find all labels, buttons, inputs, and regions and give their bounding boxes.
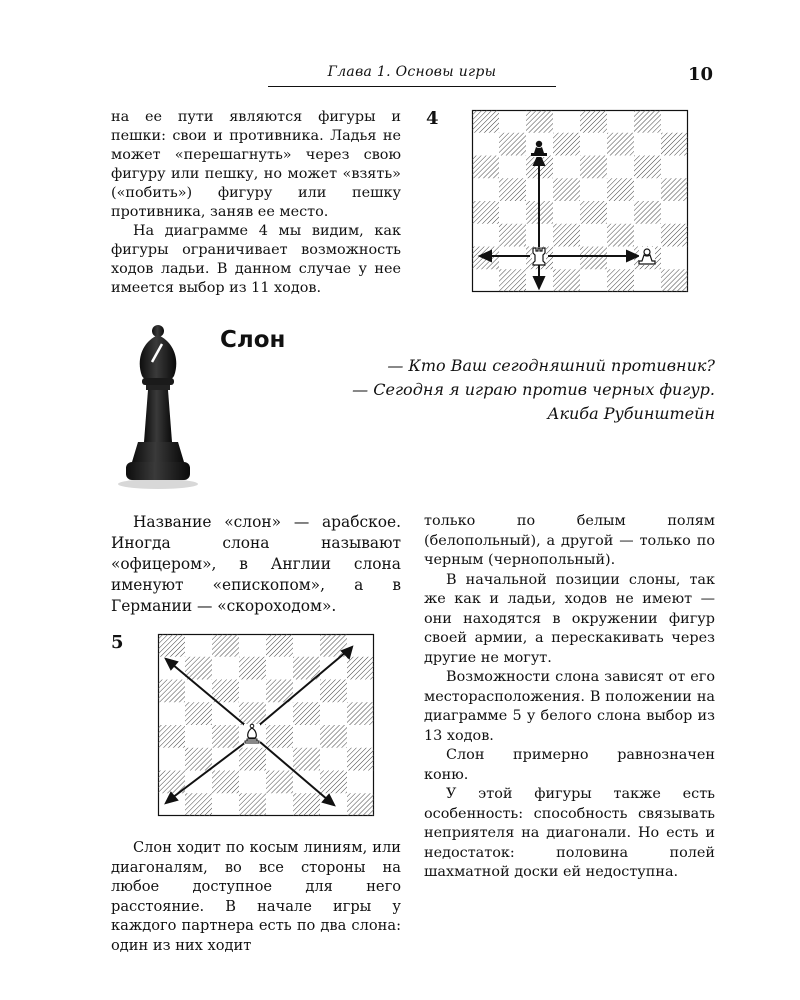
- bishop-photo: [112, 322, 202, 492]
- dark-square: [293, 793, 320, 816]
- right-paragraph-2: В начальной позиции слоны, так же как и ладьи, ходов не имеют — они находятся в окружении фигур своей армии, а перескакивать через другие не могут.: [424, 571, 715, 666]
- diagram-4-label: 4: [426, 108, 439, 129]
- dark-square: [553, 224, 580, 247]
- diagram-4-board: [472, 110, 688, 292]
- dark-square: [634, 201, 661, 224]
- dark-square: [158, 634, 185, 657]
- dark-square: [661, 224, 688, 247]
- left-column-top: [111, 512, 401, 617]
- white-rook-piece: [532, 247, 546, 265]
- dark-square: [553, 269, 580, 292]
- dark-square: [553, 133, 580, 156]
- black-pawn-piece: [531, 139, 547, 157]
- right-paragraph-4: Слон примерно равнозначен коню.: [424, 747, 715, 783]
- dark-square: [553, 178, 580, 201]
- dark-square: [499, 178, 526, 201]
- dark-square: [158, 771, 185, 794]
- dark-square: [239, 793, 266, 816]
- dark-square: [347, 702, 374, 725]
- header-rule: [268, 86, 556, 87]
- right-paragraph-5: У этой фигуры также есть особенность: способность связывать неприятеля на диагонали. Но есть и недостаток: половина полей шахматной доски ей недоступна.: [424, 786, 715, 880]
- dark-square: [472, 156, 499, 179]
- dark-square: [634, 156, 661, 179]
- left-paragraph-1: Название «слон» — арабское. Иногда слона называют «офицером», в Англии слона именуют «епископом», а в Германии — «скороходом».: [111, 513, 401, 615]
- dark-square: [634, 110, 661, 133]
- dark-square: [212, 725, 239, 748]
- top-paragraph-2: На диаграмме 4 мы видим, как фигуры ограничивает возможность ходов ладьи. В данном случае у нее имеется выбор из 11 ходов.: [111, 223, 401, 296]
- top-text-block: [111, 108, 401, 298]
- section-title: Слон: [220, 327, 286, 353]
- dark-square: [472, 110, 499, 133]
- right-column: [424, 512, 715, 883]
- dark-square: [185, 702, 212, 725]
- dark-square: [580, 110, 607, 133]
- dark-square: [185, 793, 212, 816]
- dark-square: [266, 771, 293, 794]
- dark-square: [266, 725, 293, 748]
- dark-square: [158, 725, 185, 748]
- dark-square: [661, 133, 688, 156]
- dark-square: [293, 748, 320, 771]
- dark-square: [661, 178, 688, 201]
- epigraph-author: Акиба Рубинштейн: [547, 404, 715, 423]
- dark-square: [607, 178, 634, 201]
- dark-square: [607, 224, 634, 247]
- epigraph-line-2: — Сегодня я играю против черных фигур.: [352, 380, 715, 399]
- dark-square: [499, 133, 526, 156]
- dark-square: [347, 748, 374, 771]
- right-paragraph-3: Возможности слона зависят от его месторасположения. В положении на диаграмме 5 у белого слона выбор из 13 ходов.: [424, 669, 715, 744]
- dark-square: [347, 793, 374, 816]
- dark-square: [499, 224, 526, 247]
- epigraph-line-1: — Кто Ваш сегодняшний противник?: [387, 356, 715, 375]
- dark-square: [158, 680, 185, 703]
- page-number: 10: [688, 64, 714, 85]
- dark-square: [499, 269, 526, 292]
- dark-square: [607, 269, 634, 292]
- diagram-5-board: [158, 634, 374, 816]
- dark-square: [239, 748, 266, 771]
- right-paragraph-1: только по белым полям (белопольный), а другой — только по черным (чернопольный).: [424, 513, 715, 568]
- dark-square: [661, 269, 688, 292]
- dark-square: [293, 702, 320, 725]
- dark-square: [320, 771, 347, 794]
- top-paragraph-1: на ее пути являются фигуры и пешки: свои и противника. Ладья не может «перешагнуть» через свою фигуру или пешку, но может «взять» («побить») фигуру или пешку противника, заняв ее место.: [111, 109, 401, 220]
- dark-square: [580, 156, 607, 179]
- white-bishop-piece: [244, 724, 260, 744]
- dark-square: [320, 680, 347, 703]
- left-column-bottom: [111, 838, 401, 955]
- dark-square: [320, 725, 347, 748]
- dark-square: [526, 110, 553, 133]
- dark-square: [580, 247, 607, 270]
- dark-square: [580, 201, 607, 224]
- dark-square: [607, 133, 634, 156]
- running-header-title: Глава 1. Основы игры: [327, 64, 497, 80]
- dark-square: [266, 634, 293, 657]
- dark-square: [185, 657, 212, 680]
- dark-square: [212, 771, 239, 794]
- dark-square: [347, 657, 374, 680]
- left-paragraph-2: Слон ходит по косым линиям, или диагоналям, во все стороны на любое доступное для него расстояние. В начале игры у каждого партнера есть по два слона: один из них ходит: [111, 839, 401, 954]
- diagram-5-label: 5: [111, 632, 124, 653]
- dark-square: [239, 657, 266, 680]
- dark-square: [472, 201, 499, 224]
- dark-square: [212, 680, 239, 703]
- white-pawn-piece: [639, 247, 655, 265]
- dark-square: [185, 748, 212, 771]
- dark-square: [212, 634, 239, 657]
